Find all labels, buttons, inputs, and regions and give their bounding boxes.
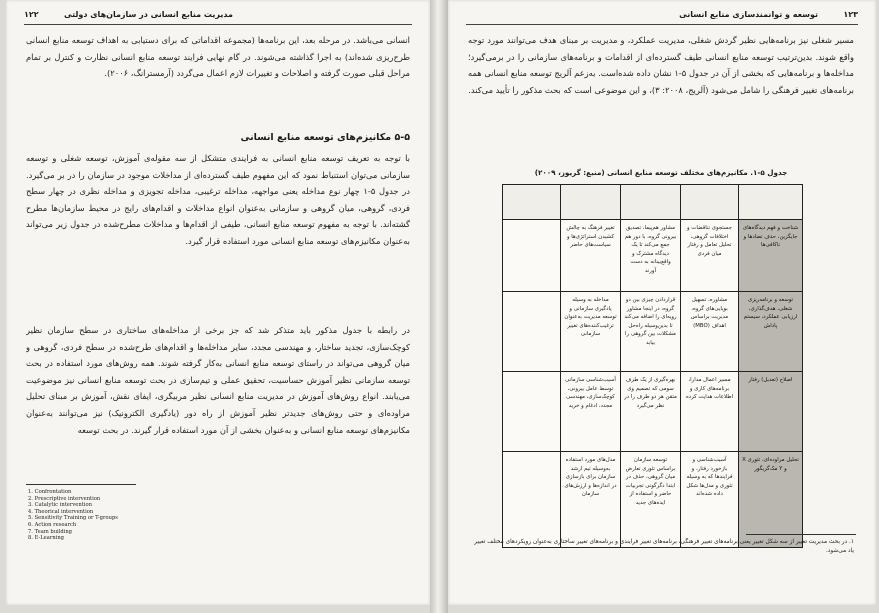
table-cell: آسیب‌شناسی سازمانی توسط عامل بیرونی، کوچک‌سازی، مهندسی مجدد، ادغام و خرید [561,372,621,452]
table-cell: مدل‌های مورد استفاده به‌وسیله تیم ارشد سازمان برای بازسازی در اندازه‌ها و ارزش‌های سازمان [561,452,621,548]
table-cell: مداخله به وسیله یادگیری سازمانی و توسعه مدیریت به‌عنوان ترغیب‌کننده‌های تغییر سازمانی [561,292,621,372]
running-title: توسعه و توانمندسازی منابع انسانی [679,10,818,19]
left-page [6,0,430,605]
running-header [24,10,412,24]
footnote: 1. Confrontation [28,489,72,495]
page-number: ۱۲۲ [24,10,39,19]
footnote: ۱. در بحث مدیریت تغییر از سه شکل تغییر یعنی برنامه‌های تغییر فرهنگی، برنامه‌های تغییر فرایندی و برنامه‌های تغییر ساختاری به‌عنوان رویکردهای مختلف تغییر یاد می‌شود. [474,539,854,554]
table-row-header: اصلاح (تعدیل) رفتار [739,372,803,452]
mechanisms-table [502,184,803,548]
footnote: 5. Sensitivity Training or T-groups [28,515,118,522]
table-row-header: شناخت و فهم دیدگاه‌های جایگزین، حذف تضادها و ناکافی‌ها [739,220,803,292]
footnote: 2. Prescriptive intervention [28,495,101,502]
footnote-separator [26,484,136,485]
table-header-cell [681,185,739,220]
table-cell [503,220,561,292]
book-gutter [430,0,448,613]
table-cell: جستجوی تناقضات و اختلافات گروهی، تحلیل تعامل و رفتار میان فردی [681,220,739,292]
paragraph: انسانی می‌باشد. در مرحله بعد، این برنامه‌ها (مجموعه اقداماتی که برای دستیابی به اهداف توسعه منابع انسانی طرح‌ریزی شده‌اند) به اجرا گذاشته می‌شوند. در گام نهایی فرایند توسعه منابع انسانی نظارت و کنترل بر تمام مراحل قبلی صورت گرفته و اصلاحات و تغییرات لازم اعمال می‌گردد (آرمسترانگ، ۲۰۰۶). [26,35,410,79]
footnote: 6. Action research [28,521,77,528]
table-cell: تغییر فرهنگ به چالش کشیدن استراتژی‌ها و سیاست‌های حاضر [561,220,621,292]
table-cell: بهره‌گیری از یک طرف سومی که تصمیم وی متقن هر دو طرف را در نظر می‌گیرد [621,372,681,452]
footnote: 8. E-Learning [28,535,64,542]
running-title: مدیریت منابع انسانی در سازمان‌های دولتی [64,10,233,19]
running-header [466,10,858,24]
table-header-row [503,185,803,220]
footnote: 7. Team building [28,528,73,535]
table-header-cell [739,185,803,220]
section-heading: ۵-۵ مکانیزم‌های توسعه منابع انسانی [240,132,410,143]
footnote: 4. Theorical intervention [28,508,94,515]
table-cell: قراردادن چیزی بین دو گروه، در اینجا مشاور رویه‌ای را اضافه می‌کند تا بدین‌وسیله راه‌حل مشکلات بین گروهی را بیابد [621,292,681,372]
footnote: 3. Catalytic intervention [28,502,92,509]
table-header-cell [621,185,681,220]
table-caption: جدول ۵-۱. مکانیزم‌های مختلف توسعه منابع انسانی (منبع: گریوز، ۲۰۰۹) [534,168,788,177]
paragraph: با توجه به تعریف توسعه منابع انسانی به فرایندی متشکل از سه مقوله‌ی آموزش، توسعه شغلی و توسعه سازمانی می‌توان استنباط نمود که این مفهوم طیف گسترده‌ای از مداخلات موجود در سازمان را در بر می‌گیرد. در جدول ۵-۱ چهار نوع مداخله یعنی مواجهه، مداخله ترغیبی، مداخله تجویزی و مداخله نظری در چهار سطح فردی، گروهی، میان گروهی و سازمانی به‌عنوان انواع مداخلات و اقدام‌های رایج در محیط سازمان‌ها مطرح گشته‌اند. با توجه به مفهوم توسعه منابع انسانی، طیفی از اقدام‌ها و مداخلات مطرح‌شده در جدول زیر می‌تواند به‌عنوان مکانیزم‌های توسعه منابع انسانی مورد استفاده قرار گیرد. [26,153,410,246]
header-rule [24,24,412,25]
paragraph: مسیر شغلی نیز برنامه‌هایی نظیر گردش شغلی، مدیریت عملکرد، و مدیریت بر مبنای هدف می‌توانند مورد توجه واقع شوند. بدین‌ترتیب توسعه منابع انسانی طیف گسترده‌ای از اقدامات و برنامه‌های سازمانی را در برمی‌گیرد؛ مداخله‌ها و برنامه‌هایی که بخشی از آن در جدول ۵-۱ نشان داده شده‌است. به‌زعم آلریج توسعه منابع انسانی همه برنامه‌های تغییر فرهنگی را شامل می‌شود (آلریج، ۲۰۰۸: ۳)، و این موضوعی است که بحث مذکور را تأیید می‌کند. [468,35,854,95]
table-header-cell [503,185,561,220]
header-rule [466,24,858,25]
right-page [448,0,876,605]
table-cell [503,372,561,452]
table-cell [503,452,561,548]
table-row [503,372,803,452]
paragraph: در رابطه با جدول مذکور باید متذکر شد که جز برخی از مداخله‌های ساختاری در سطح سازمان نظیر کوچک‌سازی، تجدید ساختار، و مهندسی مجدد، سایر مداخله‌ها و اقدام‌های طرح‌شده در سطح فردی، گروهی و میان گروهی می‌تواند در راستای توسعه منابع انسانی به‌کار گرفته شوند. همه روش‌های مورد استفاده در بحث توسعه سازمانی نظیر آموزش حساسیت، تحقیق عملی و تیم‌سازی در بحث توسعه منابع انسانی نیز موضوعیت می‌یابند. انواع روش‌های آموزش در مدیریت منابع انسانی نظیر مربیگری، ایفای نقش، آموزش بر مبنای تحلیل مراوده‌ای و حتی روش‌های جدیدتر نظیر آموزش از راه دور (یادگیری الکترونیک) نیز می‌توانند به‌عنوان مکانیزم‌های توسعه منابع انسانی و به‌عنوان بخشی از آن مورد استفاده قرار گیرند. در بحث توسعه [26,325,410,435]
table-header-cell [561,185,621,220]
table-cell: توسعه سازمان براساس تئوری تعارض میان گروهی، حذف در ابتدا دگرگونی تجربیات حاضر و استفاده از ایده‌های جدید [621,452,681,548]
table-cell: مشاوره، تسهیل بویایی‌های گروه، مدیریت براساس اهداف (MBO) [681,292,739,372]
table-row-header: تحلیل مراوده‌ای، تئوری X و Y مک‌گریگور [739,452,803,548]
table-row [503,220,803,292]
table-cell [503,292,561,372]
table-cell: مشاور هم‌پیما، تصدیق بیرونی گروه، با دور هم جمع می‌کند تا یک دیدگاه مشترک و واقع‌بینانه به دست آورند [621,220,681,292]
footnote-separator [746,534,856,535]
table-row-header: توسعه و برنامه‌ریزی شغلی، هدف‌گذاری، ارزیابی عملکرد، سیستم پاداش [739,292,803,372]
table-row [503,292,803,372]
page-number: ۱۲۳ [843,10,858,19]
table-cell: مسیر اعمال مدارا، برنامه‌های کاری و اطلاعات هدایت کرده [681,372,739,452]
footnote-list [28,489,228,542]
table-cell: آسیب‌شناسی و بازخورد رفتار، و فرایندها که به وسیله تئوری و مدل‌ها شکل داده شده‌اند [681,452,739,548]
